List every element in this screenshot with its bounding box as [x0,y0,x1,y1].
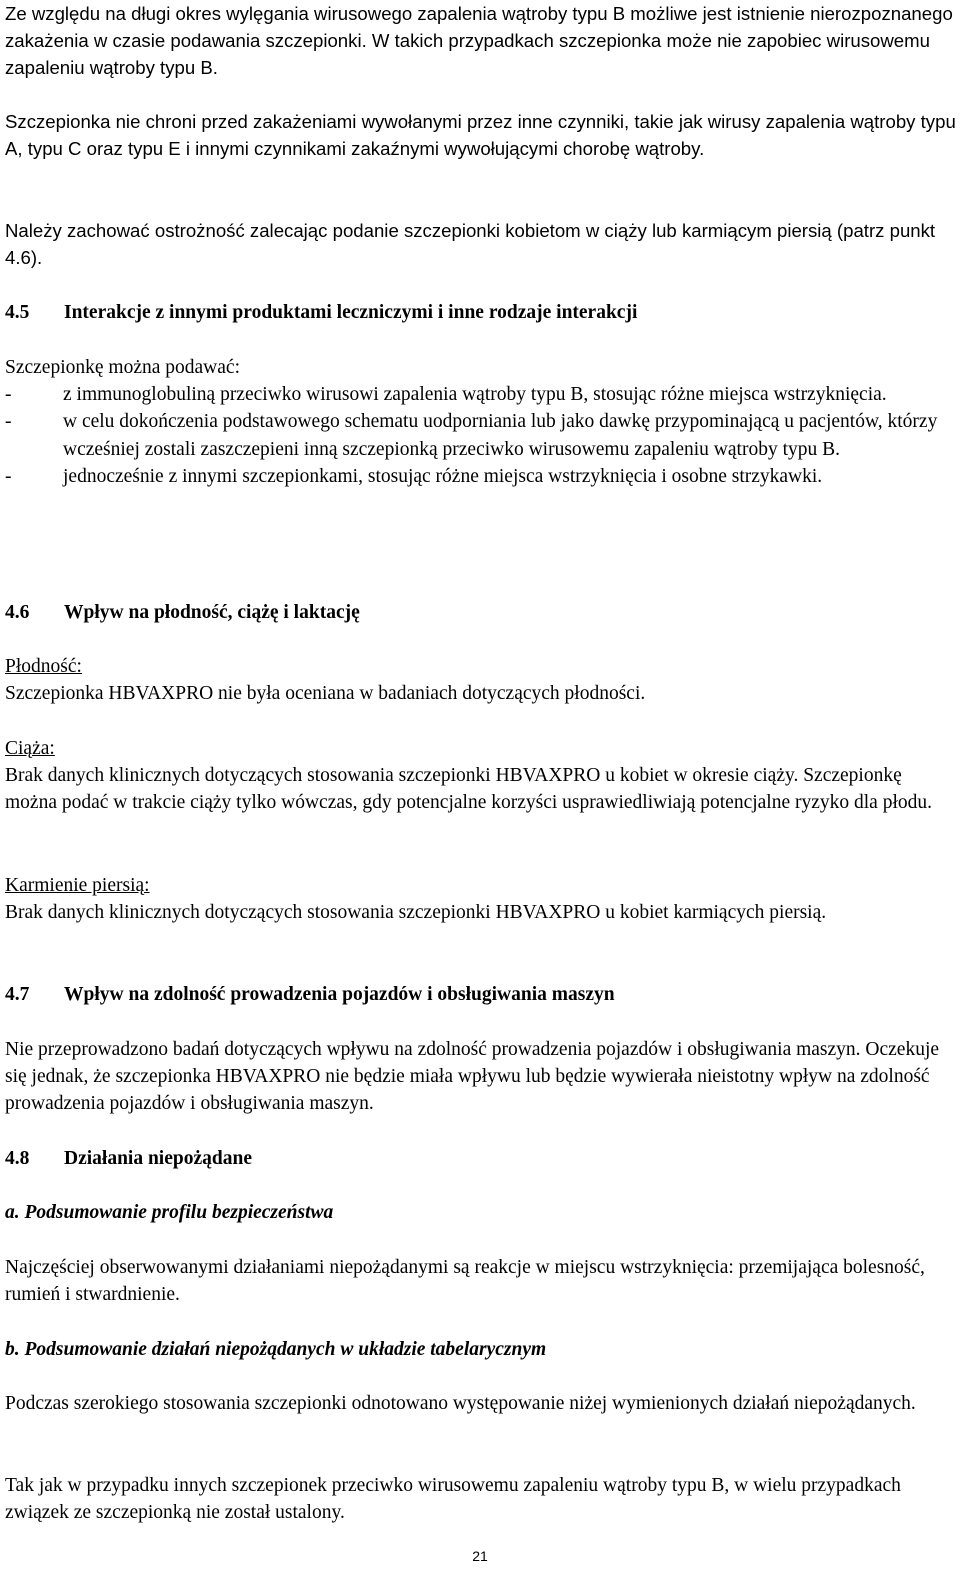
section-title: Wpływ na zdolność prowadzenia pojazdów i obsługiwania maszyn [64,984,615,1005]
pregnancy-block [5,735,957,817]
section-number: 4.5 [5,302,30,323]
intro-paragraph-3: Należy zachować ostrożność zalecając podanie szczepionki kobietom w ciąży lub karmiącym piersią (patrz punkt 4.6). [5,220,936,269]
subsection-b-text-1: Podczas szerokiego stosowania szczepionki odnotowano występowanie niżej wymienionych działań niepożądanych. [5,1393,916,1414]
interactions-list [5,381,957,490]
subsection-a-heading: a. Podsumowanie profilu bezpieczeństwa [5,1202,334,1223]
dash-bullet: - [5,411,12,433]
lactation-block [5,872,957,926]
section-number: 4.8 [5,1148,30,1169]
section-4-7-heading [5,981,957,1008]
section-4-7-text: Nie przeprowadzono badań dotyczących wpływu na zdolność prowadzenia pojazdów i obsługiwania maszyn. Oczekuje się jednak, że szczepionka HBVAXPRO nie będzie miała wpływu lub będzie wywierała nieistotny wpływ na zdolność prowadzenia pojazdów i obsługiwania maszyn. [5,1039,940,1115]
fertility-label: Płodność: [5,656,82,677]
section-title: Interakcje z innymi produktami leczniczymi i inne rodzaje interakcji [64,302,638,323]
subsection-b-heading: b. Podsumowanie działań niepożądanych w układzie tabelarycznym [5,1339,547,1360]
section-title: Wpływ na płodność, ciążę i laktację [64,602,360,623]
list-item: - jednocześnie z innymi szczepionkami, stosując różne miejsca wstrzyknięcia i osobne strzykawki. [5,463,957,490]
dash-bullet: - [5,384,12,406]
page-number: 21 [472,1548,488,1564]
section-4-5-body [5,354,957,490]
section-4-6-heading [5,599,957,626]
list-item: - z immunoglobuliną przeciwko wirusowi zapalenia wątroby typu B, stosując różne miejsca wstrzyknięcia. [5,381,957,408]
section-4-5-heading [5,299,957,326]
section-title: Działania niepożądane [64,1148,252,1169]
intro-paragraph-1: Ze względu na długi okres wylęgania wirusowego zapalenia wątroby typu B możliwe jest istnienie nierozpoznanego zakażenia w czasie podawania szczepionki. W takich przypadkach szczepionka może nie zapobiec wirusowemu zapaleniu wątroby typu B. [5,3,953,79]
fertility-text: Szczepionka HBVAXPRO nie była oceniana w badaniach dotyczących płodności. [5,683,646,705]
section-4-8-heading [5,1145,957,1172]
subsection-a-text: Najczęściej obserwowanymi działaniami niepożądanymi są reakcje w miejscu wstrzyknięcia: przemijająca bolesność, rumień i stwardnienie. [5,1257,925,1306]
pregnancy-text: Brak danych klinicznych dotyczących stosowania szczepionki HBVAXPRO u kobiet w okresie ciąży. Szczepionkę można podać w trakcie ciąży tylko wówczas, gdy potencjalne korzyści usprawiedliwiają potencjalne ryzyko dla płodu. [5,765,933,814]
subsection-b-text-2: Tak jak w przypadku innych szczepionek przeciwko wirusowemu zapaleniu wątroby typu B, w wielu przypadkach związek ze szczepionką nie został ustalony. [5,1475,901,1524]
section-number: 4.6 [5,602,30,623]
list-item: - w celu dokończenia podstawowego schematu uodporniania lub jako dawkę przypominającą u pacjentów, którzy wcześniej zostali zaszczepieni inną szczepionką przeciwko wirusowemu zapaleniu wątroby typu B. [5,408,957,462]
intro-paragraph-2: Szczepionka nie chroni przed zakażeniami wywołanymi przez inne czynniki, takie jak wirusy zapalenia wątroby typu A, typu C oraz typu E i innymi czynnikami zakaźnymi wywołującymi chorobę wątroby. [5,111,956,160]
section-number: 4.7 [5,984,30,1005]
pregnancy-label: Ciąża: [5,738,55,759]
fertility-block [5,653,957,707]
interactions-lead: Szczepionkę można podawać: [5,357,240,378]
dash-bullet: - [5,465,12,487]
lactation-text: Brak danych klinicznych dotyczących stosowania szczepionki HBVAXPRO u kobiet karmiących piersią. [5,902,827,924]
lactation-label: Karmienie piersią: [5,875,150,896]
